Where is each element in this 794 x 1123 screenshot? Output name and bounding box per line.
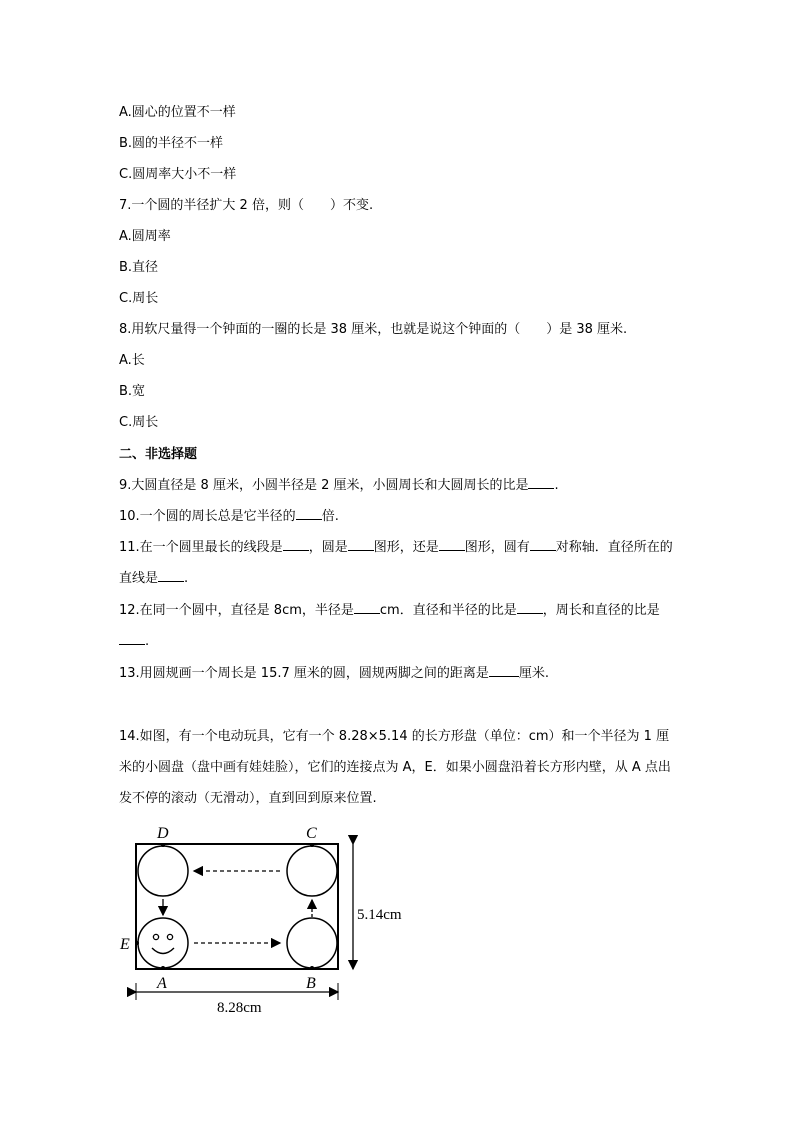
q7-option-c: C.周长 <box>119 291 159 306</box>
q8-option-a: A.长 <box>119 353 145 368</box>
q11-blank-4 <box>530 538 556 551</box>
smiley-disc <box>138 918 188 968</box>
q11-blank-1 <box>283 538 309 551</box>
question-11 <box>119 532 679 594</box>
q10-end: 倍. <box>321 509 339 524</box>
q12-blank-3 <box>119 632 145 645</box>
section-2-title: 二、非选择题 <box>119 447 198 462</box>
question-13 <box>119 664 549 684</box>
q11-part-f: . <box>184 571 189 586</box>
q8-stem: 8.用软尺量得一个钟面的一圈的长是 38 厘米，也就是说这个钟面的（ ）是 38 厘米. <box>119 322 628 337</box>
q9-blank <box>528 476 554 489</box>
height-label: 5.14cm <box>357 907 402 923</box>
q11-part-d: 图形，圆有 <box>464 540 530 555</box>
q12-blank-2 <box>517 601 543 614</box>
q11-part-b: ，圆是 <box>308 540 348 555</box>
label-c: C <box>306 825 317 842</box>
q7-option-b: B.直径 <box>119 260 159 275</box>
rolling-disc-figure <box>112 818 422 1023</box>
q6-option-a: A.圆心的位置不一样 <box>119 105 236 120</box>
question-9 <box>119 476 559 496</box>
q12-part-b: cm．直径和半径的比是 <box>379 603 517 618</box>
q9-text: 9.大圆直径是 8 厘米，小圆半径是 2 厘米，小圆周长和大圆周长的比是 <box>119 478 529 493</box>
q9-end: . <box>554 478 559 493</box>
q8-option-c: C.周长 <box>119 415 159 430</box>
q12-part-c: ，周长和直径的比是 <box>542 603 660 618</box>
point-c-dot <box>310 843 314 847</box>
smiley-mouth <box>152 948 174 954</box>
q11-part-e: 对称轴．直径所在的直线是 <box>119 540 673 586</box>
question-14: 14.如图，有一个电动玩具，它有一个 8.28×5.14 的长方形盘（单位：cm）和一个半径为 1 厘米的小圆盘（盘中画有娃娃脸），它们的连接点为 A，E．如果小圆盘沿着长方形内壁，从 A 点出发不停的滚动（无滑动），直到回到原来位置. <box>119 729 671 806</box>
q11-blank-2 <box>348 538 374 551</box>
q6-option-b: B.圆的半径不一样 <box>119 136 224 151</box>
point-e-dot <box>135 941 139 945</box>
rectangular-tray <box>136 844 338 969</box>
q11-blank-3 <box>439 538 465 551</box>
width-label: 8.28cm <box>217 1000 262 1016</box>
q10-blank <box>296 507 322 520</box>
q11-blank-5 <box>158 569 184 582</box>
point-d-dot <box>161 843 165 847</box>
q12-part-a: 12.在同一个圆中，直径是 8cm，半径是 <box>119 603 354 618</box>
disc-position-d <box>138 846 188 896</box>
question-12 <box>119 595 679 657</box>
disc-position-c <box>287 846 337 896</box>
smiley-left-eye <box>153 934 158 939</box>
q13-blank <box>489 664 519 677</box>
point-b-dot <box>310 966 314 970</box>
question-10 <box>119 507 339 527</box>
q12-part-d: . <box>145 634 150 649</box>
label-e: E <box>120 936 130 953</box>
q7-option-a: A.圆周率 <box>119 229 171 244</box>
q11-part-c: 图形，还是 <box>373 540 439 555</box>
label-b: B <box>306 975 316 992</box>
q8-option-b: B.宽 <box>119 384 146 399</box>
q6-option-c: C.圆周率大小不一样 <box>119 167 237 182</box>
disc-position-b <box>287 918 337 968</box>
q10-text: 10.一个圆的周长总是它半径的 <box>119 509 296 524</box>
label-d: D <box>157 825 169 842</box>
q7-stem: 7.一个圆的半径扩大 2 倍，则（ ）不变. <box>119 198 374 213</box>
q13-text: 13.用圆规画一个周长是 15.7 厘米的圆，圆规两脚之间的距离是 <box>119 666 489 681</box>
smiley-right-eye <box>167 934 172 939</box>
label-a: A <box>157 975 167 992</box>
point-a-dot <box>161 966 165 970</box>
q11-part-a: 11.在一个圆里最长的线段是 <box>119 540 283 555</box>
q12-blank-1 <box>354 601 380 614</box>
q13-end: 厘米. <box>518 666 550 681</box>
